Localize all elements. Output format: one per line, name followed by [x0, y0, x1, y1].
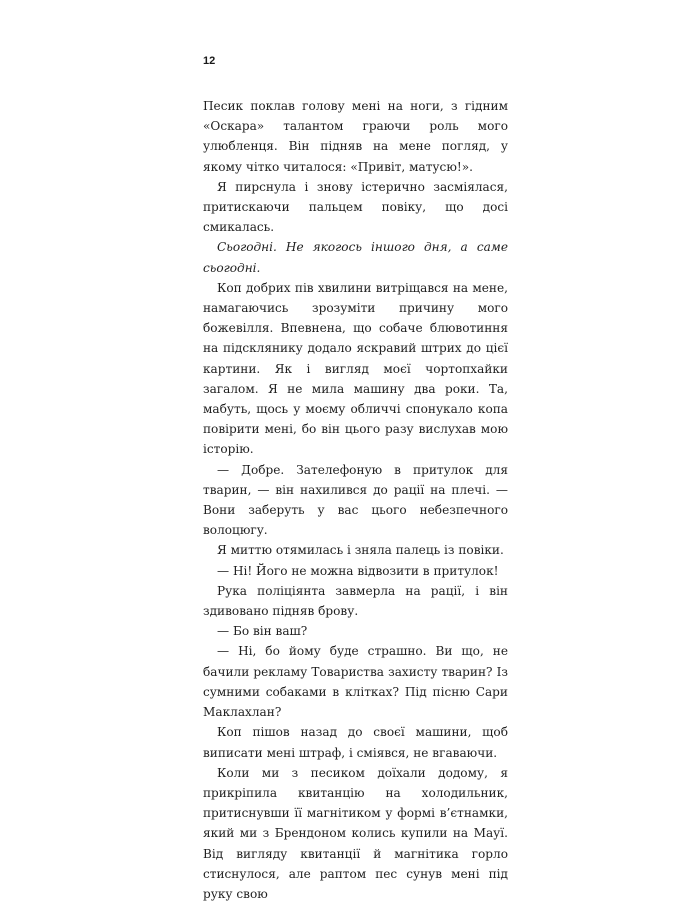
paragraph: Коп добрих пів хвилини витріщався на мене, намагаючись зрозуміти причину мого божевілля. Впевнена, що собаче блювотиння на підсклянику додало яскравий штрих до цієї картини. Як і вигляд моєї чортопхайки загалом. Я не мила машину два роки. Та, мабуть, щось у моєму обличчі спонукало копа повірити мені, бо він цього разу вислухав мою історію. [203, 280, 508, 457]
paragraph: Сьогодні. Не якогось іншого дня, а саме сьогодні. [203, 240, 508, 275]
paragraph: Рука поліціянта завмерла на рації, і він здивовано підняв брову. [203, 583, 508, 619]
paragraph: Коп пішов назад до своєї машини, щоб виписати мені штраф, і сміявся, не вгаваючи. [203, 725, 508, 760]
paragraph: — Ні, бо йому буде страшно. Ви що, не бачили рекламу Товариства захисту тварин? Із сумними собаками в клітках? Під пісню Сари Маклахлан? [203, 644, 508, 720]
paragraph: — Бо він ваш? [217, 624, 308, 639]
paragraph: Песик поклав голову мені на ноги, з гідним «Оскара» талантом граючи роль мого улюбленця. Він підняв на мене погляд, у якому чітко читалося: «Привіт, матусю!». [203, 99, 508, 174]
paragraph: Я миттю отямилась і зняла палець із повіки. [217, 543, 504, 558]
paragraph: Я пирснула і знову істерично засміялася, притискаючи пальцем повіку, що досі смикалась. [203, 179, 508, 235]
body-text [203, 96, 508, 904]
paragraph: Коли ми з песиком доїхали додому, я прикріпила квитанцію на холодильник, притиснувши її магнітиком у формі в’єтнамки, який ми з Брендоном колись купили на Мауї. Від вигляду квитанції й магнітика горло стиснулося, але раптом пес сунув мені під руку свою [203, 765, 508, 901]
paragraph: — Ні! Його не можна відвозити в притулок! [217, 563, 499, 578]
page-number: 12 [203, 55, 216, 67]
paragraph: — Добре. Зателефоную в притулок для тварин, — він нахилився до рації на плечі. — Вони заберуть у вас цього небезпечного волоцюгу. [203, 462, 508, 538]
